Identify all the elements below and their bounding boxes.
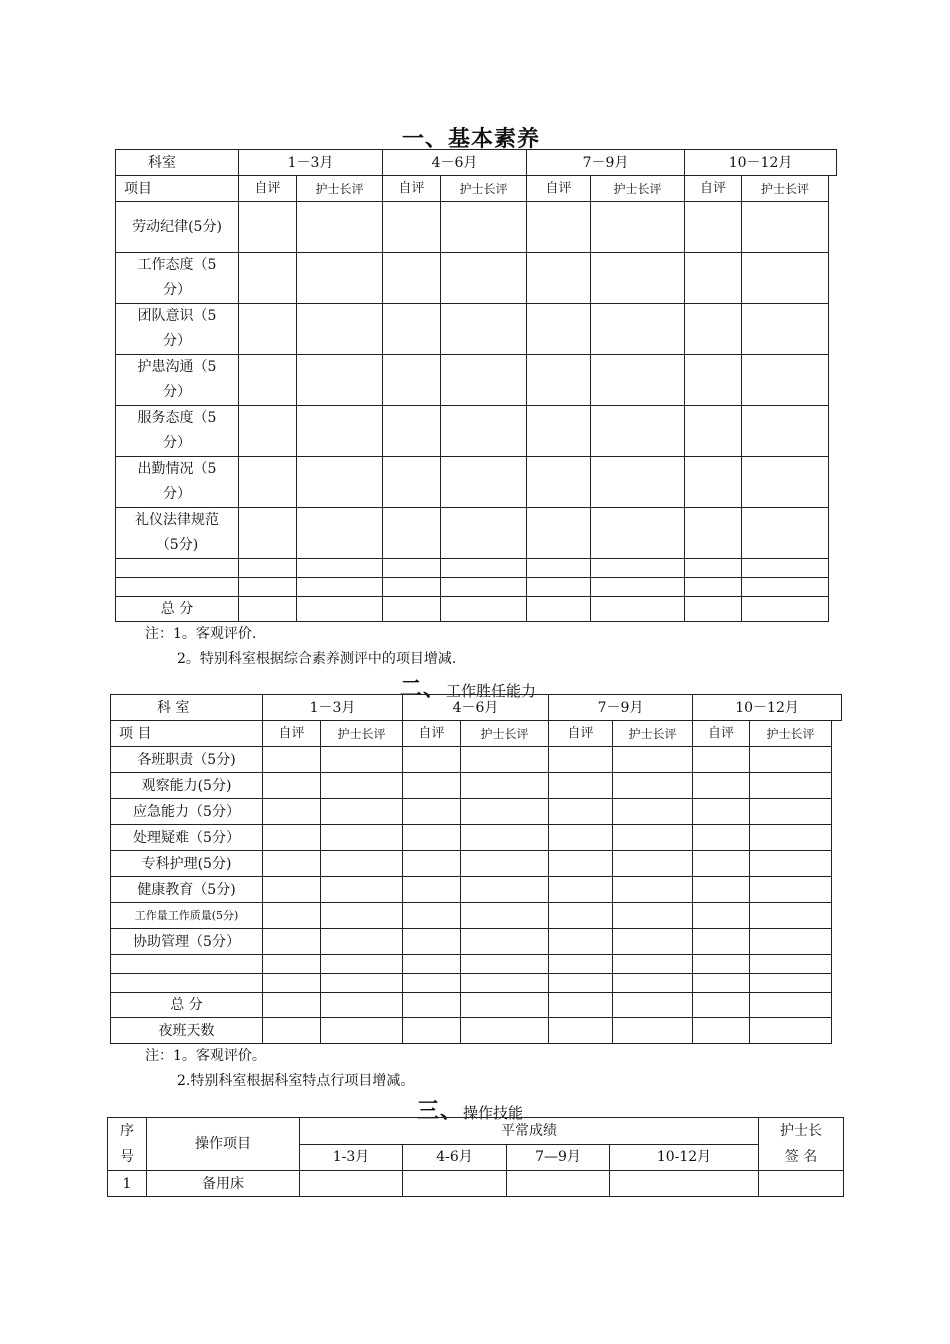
- score-cell[interactable]: [403, 955, 461, 974]
- score-cell[interactable]: [591, 355, 685, 406]
- header-item-label: 项 目: [111, 721, 263, 747]
- score-cell[interactable]: [403, 929, 461, 955]
- score-cell[interactable]: [742, 559, 829, 578]
- item-row-label: 护患沟通（5分）: [116, 355, 239, 406]
- score-cell[interactable]: [613, 974, 693, 993]
- score-cell[interactable]: [321, 903, 403, 929]
- seq-header: [108, 1118, 147, 1171]
- score-cell[interactable]: [239, 304, 297, 355]
- score-cell[interactable]: [613, 929, 693, 955]
- score-cell[interactable]: [239, 406, 297, 457]
- total-label: 总 分: [116, 597, 239, 622]
- score-cell[interactable]: [321, 851, 403, 877]
- score-cell[interactable]: [693, 993, 750, 1018]
- score-cell[interactable]: [742, 355, 829, 406]
- score-cell[interactable]: [321, 993, 403, 1018]
- blank-row-cell[interactable]: [116, 559, 239, 578]
- score-cell[interactable]: [441, 559, 527, 578]
- blank-row-cell[interactable]: [111, 974, 263, 993]
- score-cell[interactable]: [591, 457, 685, 508]
- header-item-label: 项目: [116, 176, 239, 202]
- score-cell[interactable]: [441, 597, 527, 622]
- score-cell[interactable]: [750, 929, 832, 955]
- header-dept-label: 科 室: [111, 695, 263, 721]
- score-cell[interactable]: [403, 1171, 507, 1197]
- item-row-label: 应急能力（5分）: [111, 799, 263, 825]
- score-cell[interactable]: [685, 508, 742, 559]
- score-cell[interactable]: [742, 406, 829, 457]
- score-cell[interactable]: [461, 955, 549, 974]
- score-cell[interactable]: [685, 457, 742, 508]
- score-cell[interactable]: [263, 903, 321, 929]
- period-q1: 1－3月: [239, 150, 383, 176]
- score-cell[interactable]: [239, 355, 297, 406]
- head-eval-header: 护士长评: [441, 176, 527, 202]
- total-label: 总 分: [111, 993, 263, 1018]
- score-cell[interactable]: [263, 929, 321, 955]
- score-cell[interactable]: [685, 597, 742, 622]
- self-eval-header: 自评: [693, 721, 750, 747]
- score-cell[interactable]: [461, 929, 549, 955]
- score-cell[interactable]: [461, 799, 549, 825]
- score-cell[interactable]: [441, 253, 527, 304]
- score-cell[interactable]: [685, 559, 742, 578]
- score-cell[interactable]: [297, 559, 383, 578]
- score-cell[interactable]: [383, 304, 441, 355]
- blank-row-cell[interactable]: [111, 955, 263, 974]
- score-cell[interactable]: [750, 877, 832, 903]
- period-q2: 4－6月: [403, 695, 549, 721]
- score-cell[interactable]: [239, 578, 297, 597]
- score-cell[interactable]: [263, 773, 321, 799]
- score-cell[interactable]: [613, 773, 693, 799]
- score-cell[interactable]: [383, 597, 441, 622]
- score-cell[interactable]: [263, 747, 321, 773]
- score-cell[interactable]: [685, 355, 742, 406]
- score-cell[interactable]: [263, 851, 321, 877]
- score-cell[interactable]: [239, 559, 297, 578]
- score-cell[interactable]: [527, 202, 591, 253]
- sign-header-b: 签 名: [784, 1149, 818, 1165]
- score-cell[interactable]: [549, 955, 613, 974]
- score-cell[interactable]: [549, 993, 613, 1018]
- section2-note1: 注：1。客观评价。: [145, 1048, 266, 1064]
- item-row-label: 服务态度（5分）: [116, 406, 239, 457]
- self-eval-header: 自评: [263, 721, 321, 747]
- head-eval-header: 护士长评: [461, 721, 549, 747]
- score-cell[interactable]: [742, 578, 829, 597]
- score-cell[interactable]: [549, 747, 613, 773]
- self-eval-header: 自评: [527, 176, 591, 202]
- score-cell[interactable]: [613, 851, 693, 877]
- score-cell[interactable]: [461, 825, 549, 851]
- regular-score-header: 平常成绩: [300, 1118, 759, 1145]
- score-cell[interactable]: [321, 929, 403, 955]
- score-cell[interactable]: [441, 202, 527, 253]
- score-cell[interactable]: [685, 304, 742, 355]
- score-cell[interactable]: [685, 253, 742, 304]
- score-cell[interactable]: [750, 1018, 832, 1044]
- score-cell[interactable]: [742, 457, 829, 508]
- score-cell[interactable]: [461, 993, 549, 1018]
- score-cell[interactable]: [441, 406, 527, 457]
- score-cell[interactable]: [685, 578, 742, 597]
- score-cell[interactable]: [591, 578, 685, 597]
- score-cell[interactable]: [613, 993, 693, 1018]
- self-eval-header: 自评: [685, 176, 742, 202]
- score-cell[interactable]: [613, 747, 693, 773]
- score-cell[interactable]: [742, 508, 829, 559]
- section1-note1: 注：1。客观评价.: [145, 626, 257, 642]
- section3-table: [107, 1117, 844, 1197]
- period-q3: 7—9月: [507, 1144, 610, 1171]
- score-cell[interactable]: [613, 799, 693, 825]
- score-cell[interactable]: [527, 304, 591, 355]
- score-cell[interactable]: [461, 877, 549, 903]
- score-cell[interactable]: [527, 253, 591, 304]
- score-cell[interactable]: [610, 1171, 759, 1197]
- score-cell[interactable]: [750, 747, 832, 773]
- score-cell[interactable]: [591, 559, 685, 578]
- score-cell[interactable]: [403, 1018, 461, 1044]
- section1-note2: 2。特别科室根据综合素养测评中的项目增减.: [177, 651, 457, 667]
- score-cell[interactable]: [750, 955, 832, 974]
- head-eval-header: 护士长评: [297, 176, 383, 202]
- score-cell[interactable]: [613, 955, 693, 974]
- score-cell[interactable]: [239, 597, 297, 622]
- score-cell[interactable]: [693, 955, 750, 974]
- score-cell[interactable]: [263, 955, 321, 974]
- score-cell[interactable]: [527, 457, 591, 508]
- score-cell[interactable]: [591, 253, 685, 304]
- score-cell[interactable]: [403, 773, 461, 799]
- score-cell[interactable]: [549, 877, 613, 903]
- score-cell[interactable]: [527, 406, 591, 457]
- score-cell[interactable]: [693, 877, 750, 903]
- score-cell[interactable]: [693, 851, 750, 877]
- period-q2: 4－6月: [383, 150, 527, 176]
- score-cell[interactable]: [383, 578, 441, 597]
- score-cell[interactable]: [549, 903, 613, 929]
- score-cell[interactable]: [549, 974, 613, 993]
- score-cell[interactable]: [403, 903, 461, 929]
- item-row-label: 出勤情况（5分）: [116, 457, 239, 508]
- score-cell[interactable]: [591, 406, 685, 457]
- score-cell[interactable]: [461, 974, 549, 993]
- score-cell[interactable]: [321, 747, 403, 773]
- head-eval-header: 护士长评: [613, 721, 693, 747]
- score-cell[interactable]: [527, 508, 591, 559]
- operation-item-header: 操作项目: [147, 1118, 300, 1171]
- self-eval-header: 自评: [403, 721, 461, 747]
- score-cell[interactable]: [383, 202, 441, 253]
- score-cell[interactable]: [297, 578, 383, 597]
- score-cell[interactable]: [527, 559, 591, 578]
- score-cell[interactable]: [239, 253, 297, 304]
- score-cell[interactable]: [403, 974, 461, 993]
- row-operation-item: 备用床: [147, 1171, 300, 1197]
- item-row-label: 各班职责（5分): [111, 747, 263, 773]
- item-row-label: 协助管理（5分）: [111, 929, 263, 955]
- score-cell[interactable]: [383, 508, 441, 559]
- score-cell[interactable]: [693, 799, 750, 825]
- header-dept-label: 科室: [116, 150, 239, 176]
- score-cell[interactable]: [321, 1018, 403, 1044]
- score-cell[interactable]: [239, 202, 297, 253]
- score-cell[interactable]: [549, 929, 613, 955]
- score-cell[interactable]: [742, 597, 829, 622]
- section2-header-table: [110, 694, 842, 721]
- score-cell[interactable]: [461, 851, 549, 877]
- item-row-label: 健康教育（5分): [111, 877, 263, 903]
- score-cell[interactable]: [239, 508, 297, 559]
- score-cell[interactable]: [441, 578, 527, 597]
- head-nurse-sign-header: [759, 1118, 844, 1171]
- self-eval-header: 自评: [383, 176, 441, 202]
- period-q3: 7－9月: [527, 150, 685, 176]
- score-cell[interactable]: [750, 773, 832, 799]
- period-q3: 7－9月: [549, 695, 693, 721]
- score-cell[interactable]: [750, 825, 832, 851]
- score-cell[interactable]: [591, 304, 685, 355]
- self-eval-header: 自评: [239, 176, 297, 202]
- score-cell[interactable]: [591, 597, 685, 622]
- score-cell[interactable]: [750, 903, 832, 929]
- score-cell[interactable]: [403, 799, 461, 825]
- score-cell[interactable]: [549, 1018, 613, 1044]
- score-cell[interactable]: [297, 355, 383, 406]
- head-eval-header: 护士长评: [591, 176, 685, 202]
- score-cell[interactable]: [321, 773, 403, 799]
- score-cell[interactable]: [693, 974, 750, 993]
- score-cell[interactable]: [383, 406, 441, 457]
- score-cell[interactable]: [321, 974, 403, 993]
- head-eval-header: 护士长评: [742, 176, 829, 202]
- period-q4: 10－12月: [685, 150, 837, 176]
- score-cell[interactable]: [742, 304, 829, 355]
- score-cell[interactable]: [297, 253, 383, 304]
- score-cell[interactable]: [750, 851, 832, 877]
- score-cell[interactable]: [297, 508, 383, 559]
- score-cell[interactable]: [263, 1018, 321, 1044]
- score-cell[interactable]: [461, 773, 549, 799]
- score-cell[interactable]: [297, 406, 383, 457]
- section2-title-num: 二、: [400, 676, 447, 702]
- section1-table: [115, 149, 837, 176]
- score-cell[interactable]: [403, 747, 461, 773]
- score-cell[interactable]: [693, 747, 750, 773]
- score-cell[interactable]: [527, 355, 591, 406]
- score-cell[interactable]: [239, 457, 297, 508]
- score-cell[interactable]: [461, 903, 549, 929]
- self-eval-header: 自评: [549, 721, 613, 747]
- row-seq: 1: [108, 1171, 147, 1197]
- score-cell[interactable]: [321, 799, 403, 825]
- blank-row-cell[interactable]: [116, 578, 239, 597]
- score-cell[interactable]: [297, 597, 383, 622]
- seq-header-b: 号: [120, 1149, 134, 1165]
- score-cell[interactable]: [591, 508, 685, 559]
- score-cell[interactable]: [549, 825, 613, 851]
- score-cell[interactable]: [403, 825, 461, 851]
- section2-body: [110, 720, 832, 1044]
- score-cell[interactable]: [693, 1018, 750, 1044]
- section1-title: 一、基本素养: [402, 126, 541, 152]
- score-cell[interactable]: [591, 202, 685, 253]
- period-q2: 4-6月: [403, 1144, 507, 1171]
- score-cell[interactable]: [507, 1171, 610, 1197]
- sign-cell[interactable]: [759, 1171, 844, 1197]
- score-cell[interactable]: [403, 993, 461, 1018]
- score-cell[interactable]: [441, 508, 527, 559]
- score-cell[interactable]: [613, 877, 693, 903]
- score-cell[interactable]: [263, 974, 321, 993]
- item-row-label: 专科护理(5分): [111, 851, 263, 877]
- section3-title-text: 操作技能: [463, 1104, 524, 1122]
- item-row-label: 观察能力(5分): [111, 773, 263, 799]
- score-cell[interactable]: [685, 202, 742, 253]
- score-cell[interactable]: [263, 825, 321, 851]
- score-cell[interactable]: [549, 851, 613, 877]
- score-cell[interactable]: [321, 955, 403, 974]
- score-cell[interactable]: [549, 773, 613, 799]
- score-cell[interactable]: [742, 253, 829, 304]
- section2-title-text: 工作胜任能力: [446, 682, 537, 700]
- score-cell[interactable]: [297, 202, 383, 253]
- score-cell[interactable]: [297, 457, 383, 508]
- score-cell[interactable]: [527, 597, 591, 622]
- item-row-label: 团队意识（5分）: [116, 304, 239, 355]
- head-eval-header: 护士长评: [750, 721, 832, 747]
- item-row-label: 处理疑难（5分）: [111, 825, 263, 851]
- score-cell[interactable]: [750, 974, 832, 993]
- score-cell[interactable]: [461, 747, 549, 773]
- score-cell[interactable]: [441, 457, 527, 508]
- score-cell[interactable]: [383, 559, 441, 578]
- score-cell[interactable]: [321, 825, 403, 851]
- score-cell[interactable]: [613, 825, 693, 851]
- period-q1: 1-3月: [300, 1144, 403, 1171]
- score-cell[interactable]: [263, 993, 321, 1018]
- item-row-label: 礼仪法律规范（5分): [116, 508, 239, 559]
- score-cell[interactable]: [613, 903, 693, 929]
- score-cell[interactable]: [742, 202, 829, 253]
- score-cell[interactable]: [383, 355, 441, 406]
- score-cell[interactable]: [693, 825, 750, 851]
- section2-note2: 2.特别科室根据科室特点行项目增减。: [177, 1073, 415, 1089]
- period-q4: 10-12月: [610, 1144, 759, 1171]
- score-cell[interactable]: [693, 773, 750, 799]
- score-cell[interactable]: [403, 877, 461, 903]
- score-cell[interactable]: [441, 304, 527, 355]
- seq-header-a: 序: [120, 1123, 134, 1139]
- night-shift-label: 夜班天数: [111, 1018, 263, 1044]
- period-q4: 10－12月: [693, 695, 842, 721]
- sign-header-a: 护士长: [780, 1123, 822, 1139]
- section3-title-num: 三、: [417, 1098, 464, 1124]
- score-cell[interactable]: [263, 877, 321, 903]
- score-cell[interactable]: [750, 799, 832, 825]
- period-q1: 1－3月: [263, 695, 403, 721]
- score-cell[interactable]: [403, 851, 461, 877]
- score-cell[interactable]: [693, 903, 750, 929]
- score-cell[interactable]: [527, 578, 591, 597]
- section1-body: [115, 175, 829, 622]
- score-cell[interactable]: [263, 799, 321, 825]
- score-cell[interactable]: [750, 993, 832, 1018]
- score-cell[interactable]: [300, 1171, 403, 1197]
- score-cell[interactable]: [693, 929, 750, 955]
- score-cell[interactable]: [613, 1018, 693, 1044]
- item-row-label: 工作量工作质量(5分): [111, 903, 263, 929]
- score-cell[interactable]: [441, 355, 527, 406]
- score-cell[interactable]: [383, 457, 441, 508]
- score-cell[interactable]: [549, 799, 613, 825]
- score-cell[interactable]: [461, 1018, 549, 1044]
- score-cell[interactable]: [297, 304, 383, 355]
- score-cell[interactable]: [383, 253, 441, 304]
- item-row-label: 工作态度（5分）: [116, 253, 239, 304]
- score-cell[interactable]: [321, 877, 403, 903]
- score-cell[interactable]: [685, 406, 742, 457]
- head-eval-header: 护士长评: [321, 721, 403, 747]
- item-row-label: 劳动纪律(5分): [116, 202, 239, 253]
